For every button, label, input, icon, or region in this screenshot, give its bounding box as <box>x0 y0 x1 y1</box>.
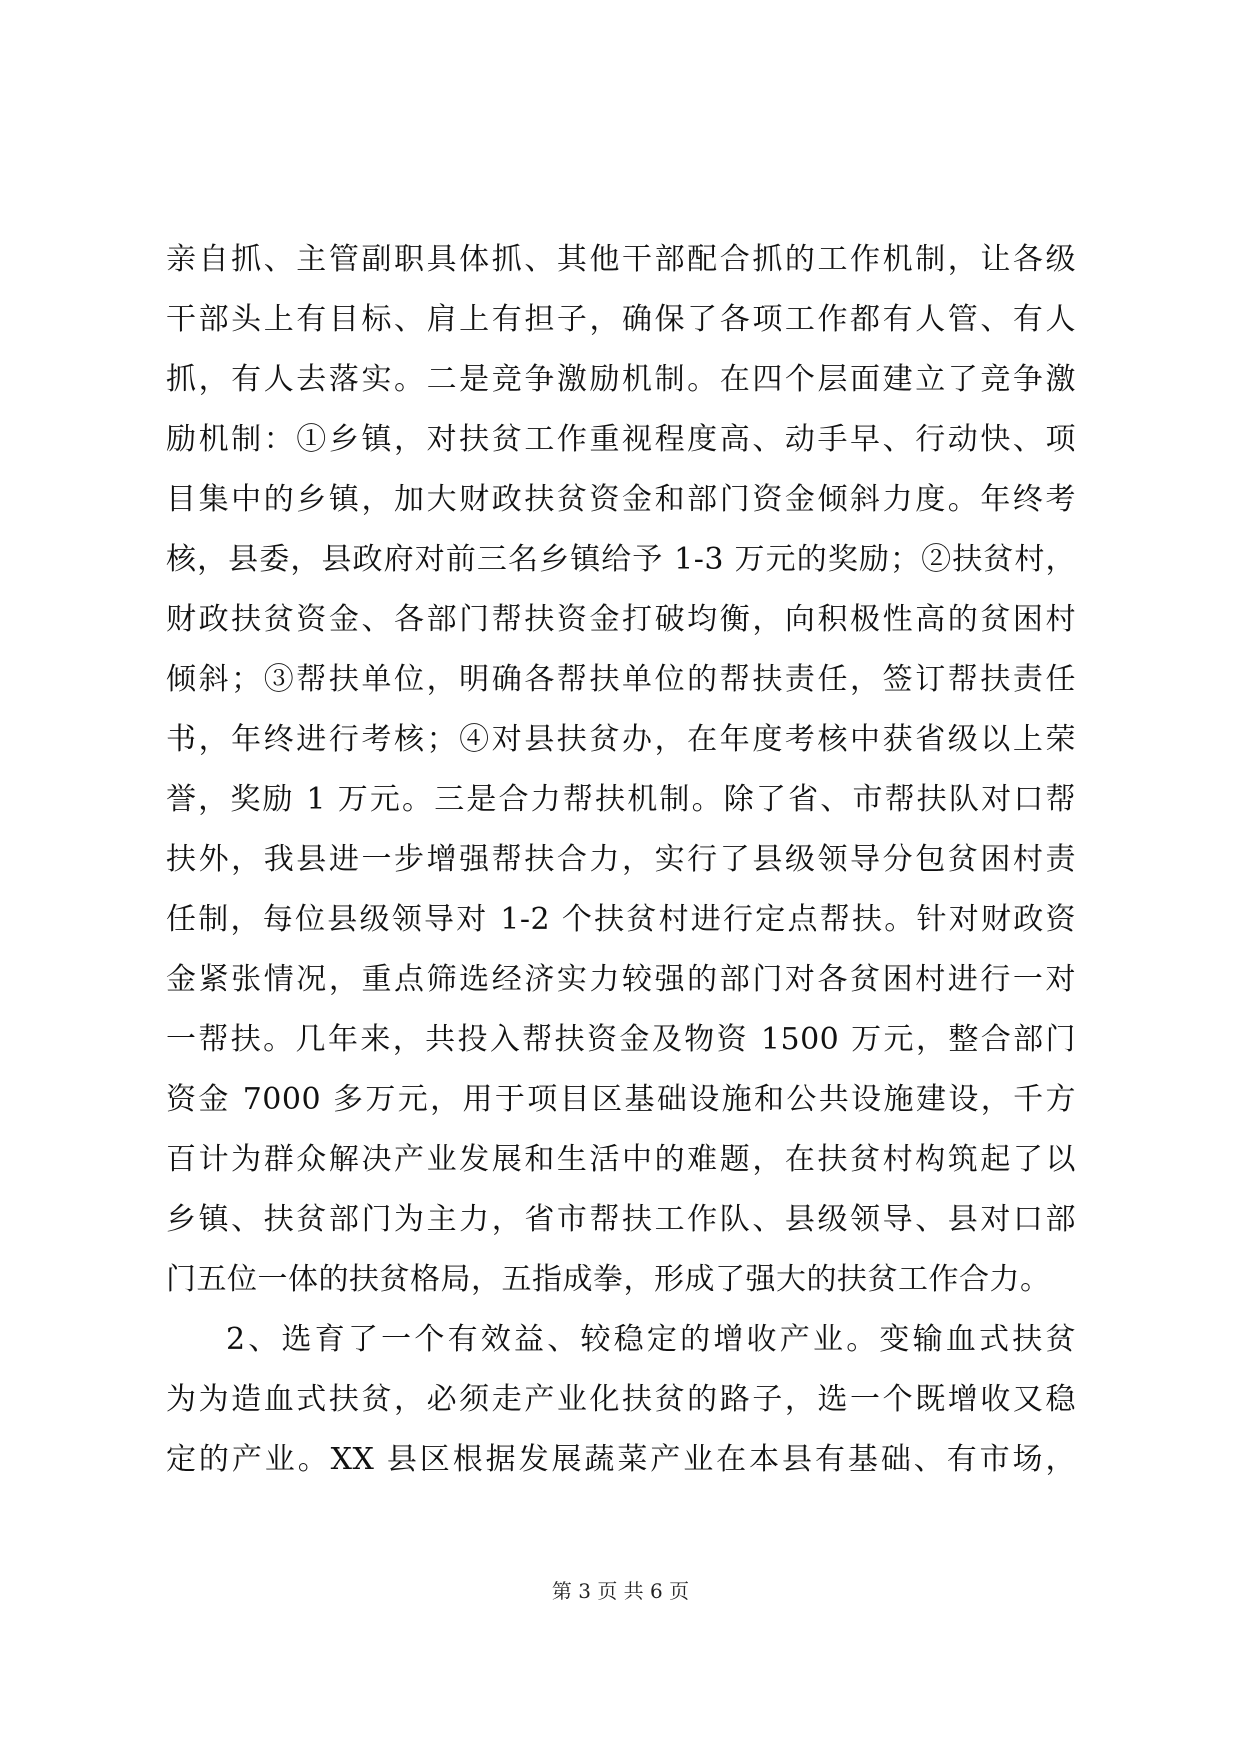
text-line: 倾斜；③帮扶单位，明确各帮扶单位的帮扶责任，签订帮扶责任 <box>166 662 1076 697</box>
text-line: 定的产业。XX 县区根据发展蔬菜产业在本县有基础、有市场， <box>166 1442 1076 1477</box>
paragraph-start-line: 2、选育了一个有效益、较稳定的增收产业。变输血式扶贫 <box>226 1322 1076 1357</box>
text-line: 扶外，我县进一步增强帮扶合力，实行了县级领导分包贫困村责 <box>166 842 1076 877</box>
text-line: 书，年终进行考核；④对县扶贫办，在年度考核中获省级以上荣 <box>166 722 1076 757</box>
text-line: 任制，每位县级领导对 1-2 个扶贫村进行定点帮扶。针对财政资 <box>166 902 1076 937</box>
text-line: 乡镇、扶贫部门为主力，省市帮扶工作队、县级领导、县对口部 <box>166 1202 1076 1237</box>
text-line: 财政扶贫资金、各部门帮扶资金打破均衡，向积极性高的贫困村 <box>166 602 1076 637</box>
text-line: 金紧张情况，重点筛选经济实力较强的部门对各贫困村进行一对 <box>166 962 1076 997</box>
text-line: 干部头上有目标、肩上有担子，确保了各项工作都有人管、有人 <box>166 302 1076 337</box>
text-line: 为为造血式扶贫，必须走产业化扶贫的路子，选一个既增收又稳 <box>166 1382 1076 1417</box>
text-line: 誉，奖励 1 万元。三是合力帮扶机制。除了省、市帮扶队对口帮 <box>166 782 1076 817</box>
text-line: 核，县委，县政府对前三名乡镇给予 1-3 万元的奖励；②扶贫村， <box>166 542 1076 577</box>
text-line: 亲自抓、主管副职具体抓、其他干部配合抓的工作机制，让各级 <box>166 242 1076 277</box>
text-line: 目集中的乡镇，加大财政扶贫资金和部门资金倾斜力度。年终考 <box>166 482 1076 517</box>
text-line: 一帮扶。几年来，共投入帮扶资金及物资 1500 万元，整合部门 <box>166 1022 1076 1057</box>
page-number-footer: 第 3 页 共 6 页 <box>551 1579 690 1603</box>
paragraph-end-line: 门五位一体的扶贫格局，五指成拳，形成了强大的扶贫工作合力。 <box>166 1262 1051 1297</box>
text-line: 励机制：①乡镇，对扶贫工作重视程度高、动手早、行动快、项 <box>166 422 1076 457</box>
body-text <box>166 230 1076 1490</box>
text-line: 百计为群众解决产业发展和生活中的难题，在扶贫村构筑起了以 <box>166 1142 1076 1177</box>
text-line: 资金 7000 多万元，用于项目区基础设施和公共设施建设，千方 <box>166 1082 1076 1117</box>
text-line: 抓，有人去落实。二是竞争激励机制。在四个层面建立了竞争激 <box>166 362 1076 397</box>
